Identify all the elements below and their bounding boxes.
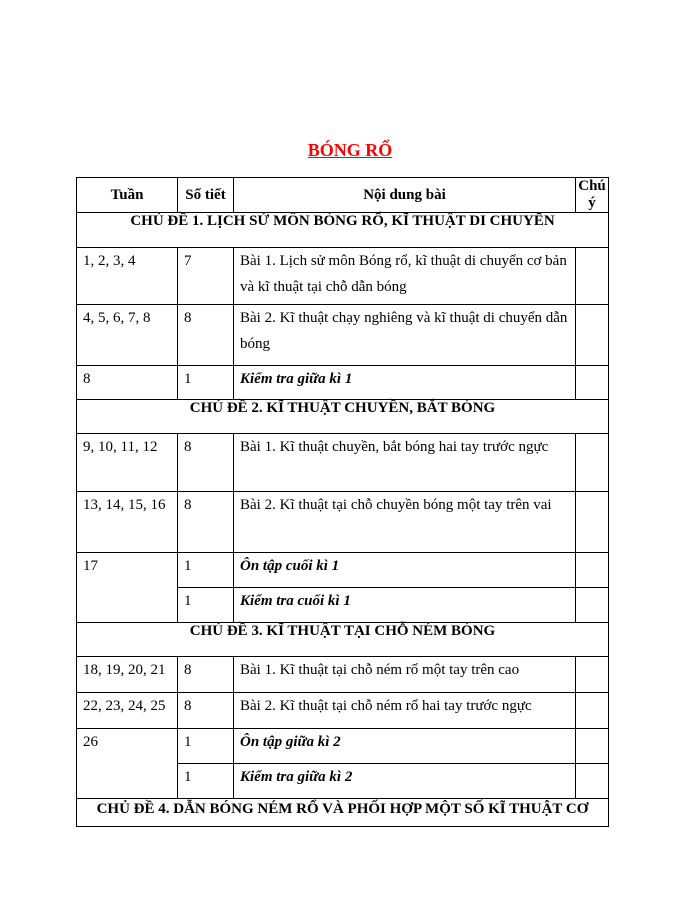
periods-cell: 8 — [178, 657, 234, 693]
week-cell: 17 — [77, 553, 178, 623]
note-cell — [576, 729, 609, 764]
table-row — [77, 693, 609, 729]
table-row — [77, 729, 609, 764]
table-row — [77, 657, 609, 693]
header-note: Chú ý — [576, 178, 609, 213]
content-cell: Kiểm tra cuối kì 1 — [234, 588, 576, 623]
topic-title: CHỦ ĐỀ 3. KĨ THUẬT TẠI CHỖ NÉM BÓNG — [77, 623, 609, 657]
note-cell — [576, 553, 609, 588]
periods-cell: 1 — [178, 366, 234, 400]
week-cell: 18, 19, 20, 21 — [77, 657, 178, 693]
week-cell: 8 — [77, 366, 178, 400]
note-cell — [576, 434, 609, 492]
header-week: Tuần — [77, 178, 178, 213]
page-title: BÓNG RỔ — [307, 140, 393, 160]
header-periods: Số tiết — [178, 178, 234, 213]
week-cell: 13, 14, 15, 16 — [77, 492, 178, 553]
table-row — [77, 553, 609, 588]
note-cell — [576, 492, 609, 553]
content-cell: Kiểm tra giữa kì 2 — [234, 764, 576, 799]
content-cell: Ôn tập cuối kì 1 — [234, 553, 576, 588]
note-cell — [576, 588, 609, 623]
table-row — [77, 305, 609, 366]
periods-cell: 1 — [178, 729, 234, 764]
week-cell: 26 — [77, 729, 178, 799]
content-cell: Bài 1. Kĩ thuật chuyền, bắt bóng hai tay trước ngực — [234, 434, 576, 492]
periods-cell: 7 — [178, 248, 234, 305]
topic-row — [77, 799, 609, 827]
topic-row — [77, 623, 609, 657]
content-cell: Bài 1. Kĩ thuật tại chỗ ném rổ một tay trên cao — [234, 657, 576, 693]
table-row — [77, 366, 609, 400]
table-row — [77, 492, 609, 553]
content-cell: Ôn tập giữa kì 2 — [234, 729, 576, 764]
note-cell — [576, 764, 609, 799]
note-cell — [576, 305, 609, 366]
note-cell — [576, 366, 609, 400]
periods-cell: 1 — [178, 764, 234, 799]
topic-title: CHỦ ĐỀ 2. KĨ THUẬT CHUYỀN, BẮT BÓNG — [77, 400, 609, 434]
topic-title: CHỦ ĐỀ 4. DẪN BÓNG NÉM RỔ VÀ PHỐI HỢP MỘT SỐ KĨ THUẬT CƠ — [77, 799, 609, 827]
table-row — [77, 434, 609, 492]
note-cell — [576, 693, 609, 729]
periods-cell: 8 — [178, 434, 234, 492]
week-cell: 1, 2, 3, 4 — [77, 248, 178, 305]
lesson-plan-table — [76, 177, 609, 827]
week-cell: 22, 23, 24, 25 — [77, 693, 178, 729]
periods-cell: 8 — [178, 693, 234, 729]
content-cell: Bài 2. Kĩ thuật chạy nghiêng và kĩ thuật di chuyển dẫn bóng — [234, 305, 576, 366]
note-cell — [576, 657, 609, 693]
periods-cell: 8 — [178, 305, 234, 366]
header-row — [77, 178, 609, 213]
content-cell: Bài 2. Kĩ thuật tại chỗ chuyền bóng một tay trên vai — [234, 492, 576, 553]
week-cell: 9, 10, 11, 12 — [77, 434, 178, 492]
content-cell: Kiểm tra giữa kì 1 — [234, 366, 576, 400]
week-cell: 4, 5, 6, 7, 8 — [77, 305, 178, 366]
content-cell: Bài 1. Lịch sử môn Bóng rổ, kĩ thuật di chuyển cơ bản và kĩ thuật tại chỗ dẫn bóng — [234, 248, 576, 305]
topic-row — [77, 213, 609, 248]
periods-cell: 1 — [178, 553, 234, 588]
topic-row — [77, 400, 609, 434]
topic-title: CHỦ ĐỀ 1. LỊCH SỬ MÔN BÓNG RỔ, KĨ THUẬT DI CHUYỂN — [77, 213, 609, 248]
periods-cell: 8 — [178, 492, 234, 553]
periods-cell: 1 — [178, 588, 234, 623]
content-cell: Bài 2. Kĩ thuật tại chỗ ném rổ hai tay trước ngực — [234, 693, 576, 729]
header-content: Nội dung bài — [234, 178, 576, 213]
table-row — [77, 248, 609, 305]
note-cell — [576, 248, 609, 305]
